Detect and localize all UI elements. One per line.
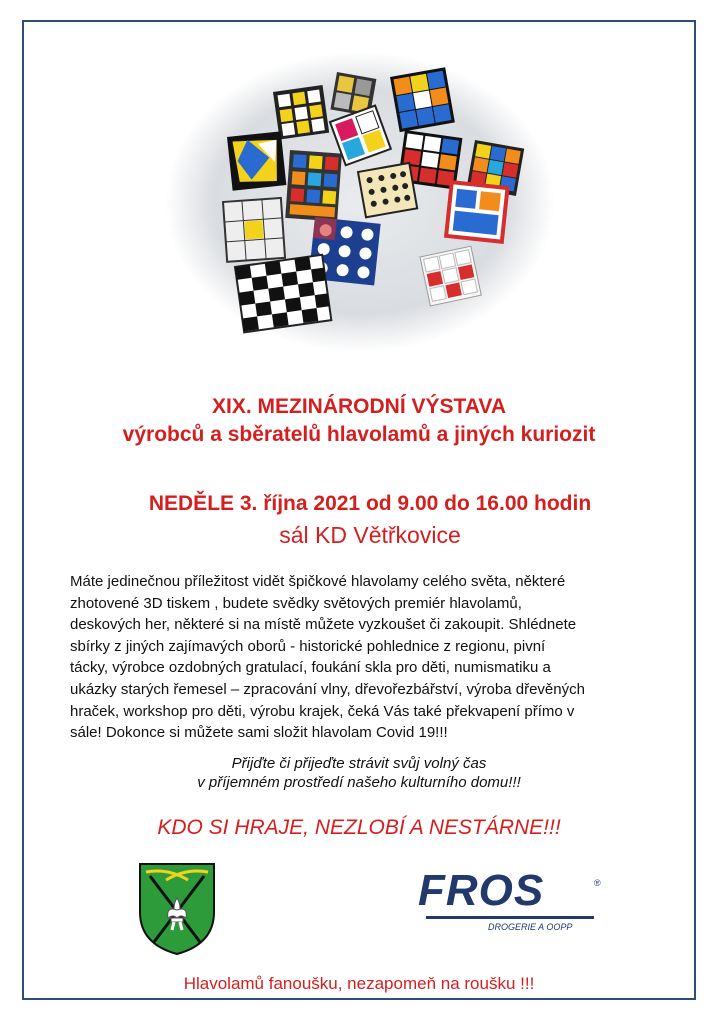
invitation-text bbox=[60, 754, 658, 792]
fros-sponsor-logo bbox=[418, 866, 604, 936]
fros-wordmark: FROS bbox=[418, 866, 545, 915]
exhibition-subtitle: výrobců a sběratelů hlavolamů a jiných kuriozit bbox=[122, 423, 596, 446]
registered-mark: ® bbox=[594, 878, 601, 888]
puzzle-cubes-photo bbox=[165, 52, 555, 352]
exhibition-title: XIX. MEZINÁRODNÍ VÝSTAVA bbox=[211, 395, 507, 418]
description-line: tácky, výrobce ozdobných gratulací, foukání skla pro děti, numismatiku a bbox=[70, 659, 551, 677]
description-line: deskových her, některé si na místě můžete vyzkoušet či zakoupit. Shlédnete bbox=[70, 616, 577, 634]
event-venue: sál KD Větřkovice bbox=[279, 522, 461, 548]
fros-tagline: DROGERIE A OOPP bbox=[488, 922, 573, 932]
invitation-line: v příjemném prostředí našeho kulturního domu!!! bbox=[197, 774, 521, 791]
slogan: KDO SI HRAJE, NEZLOBÍ A NESTÁRNE!!! bbox=[157, 816, 561, 839]
event-description bbox=[70, 571, 667, 744]
description-line: sbírky z jiných zajímavých oborů - historické pohlednice z regionu, pivní bbox=[70, 637, 546, 655]
description-line: ukázky starých řemesel – zpracování vlny, dřevořezbářství, výroba dřevěných bbox=[70, 680, 585, 698]
fros-underline bbox=[426, 916, 594, 919]
event-date: NEDĚLE 3. října 2021 od 9.00 do 16.00 hodin bbox=[148, 492, 592, 515]
description-line: Máte jedinečnou příležitost vidět špičkové hlavolamy celého světa, některé bbox=[70, 573, 566, 590]
village-crest-logo bbox=[138, 862, 216, 956]
footer-reminder: Hlavolamů fanoušku, nezapomeň na roušku !!! bbox=[183, 974, 535, 993]
description-line: hraček, workshop pro děti, výrobu krajek, čeká Vás také překvapení přímo v bbox=[70, 702, 575, 720]
description-line: zhotovené 3D tiskem , budete svědky světových premiér hlavolamů, bbox=[70, 594, 522, 612]
invitation-line: Přijďte či přijeďte strávit svůj volný čas bbox=[231, 755, 487, 772]
description-line: sále! Dokonce si můžete sami složit hlavolam Covid 19!!! bbox=[70, 724, 448, 742]
